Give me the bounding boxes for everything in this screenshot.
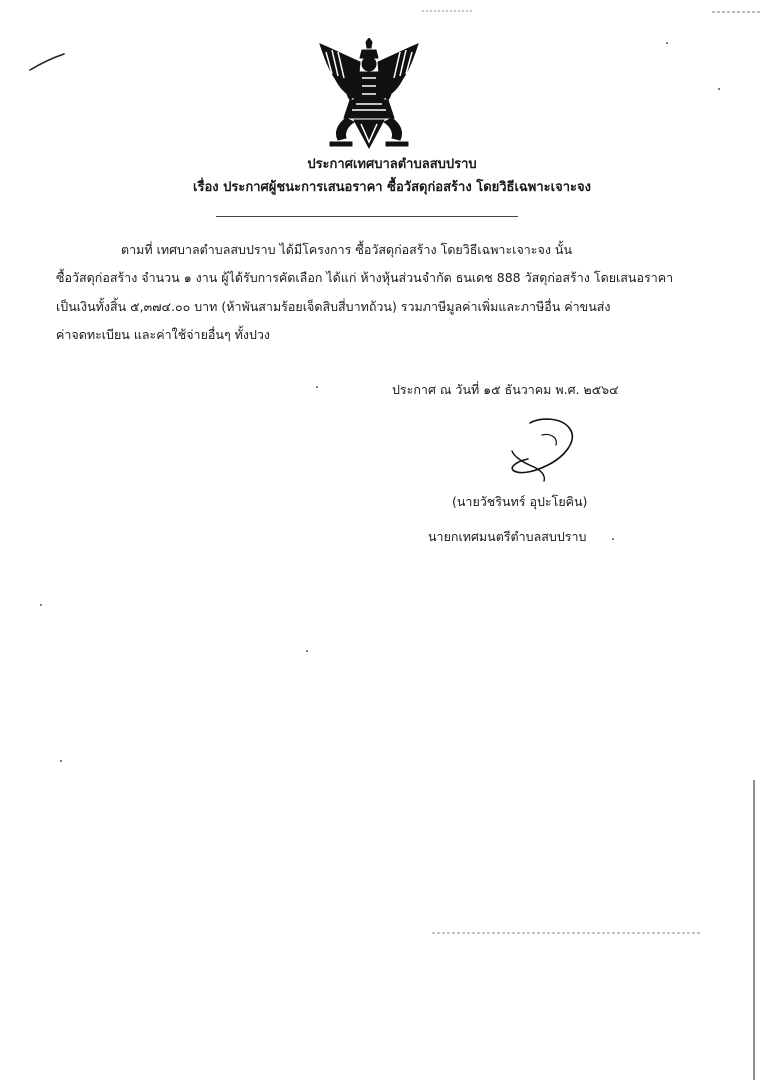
subject-heading: เรื่อง ประกาศผู้ชนะการเสนอราคา ซื้อวัสดุก่อสร้าง โดยวิธีเฉพาะเจาะจง — [193, 180, 591, 195]
scan-speck — [666, 42, 668, 44]
scan-speck — [612, 538, 614, 540]
announcement-date: ประกาศ ณ วันที่ ๑๕ ธันวาคม พ.ศ. ๒๕๖๔ — [392, 382, 619, 397]
garuda-emblem-icon — [316, 38, 422, 150]
body-line-3: เป็นเงินทั้งสิ้น ๕,๓๗๔.๐๐ บาท (ห้าพันสามร้อยเจ็ดสิบสี่บาทถ้วน) รวมภาษีมูลค่าเพิ่มและภาษีอื่น ค่าขนส่ง — [56, 299, 611, 314]
issuer-heading: ประกาศเทศบาลตำบลสบปราบ — [307, 157, 477, 172]
scan-artifact-right-edge — [748, 780, 758, 1080]
scan-speck — [306, 650, 308, 652]
body-line-2: ซื้อวัสดุก่อสร้าง จำนวน ๑ งาน ผู้ได้รับการคัดเลือก ได้แก่ ห้างหุ้นส่วนจำกัด ธนเดช 888 วัสดุก่อสร้าง โดยเสนอราคา — [56, 270, 674, 285]
handwritten-signature — [500, 415, 585, 487]
scan-artifact-stroke — [28, 52, 66, 74]
signatory-position: นายกเทศมนตรีตำบลสบปราบ — [428, 529, 587, 544]
scan-speck — [40, 604, 42, 606]
scan-artifact-bottom-line — [432, 930, 702, 936]
heading-divider — [216, 216, 518, 217]
body-line-4: ค่าจดทะเบียน และค่าใช้จ่ายอื่นๆ ทั้งปวง — [56, 327, 271, 342]
signatory-name: (นายวัชรินทร์ อุปะโยคิน) — [452, 494, 588, 509]
scan-speck — [60, 760, 62, 762]
body-line-1: ตามที่ เทศบาลตำบลสบปราบ ได้มีโครงการ ซื้อวัสดุก่อสร้าง โดยวิธีเฉพาะเจาะจง นั้น — [121, 242, 572, 257]
scan-speck — [718, 88, 720, 90]
scan-artifact-top-edge — [422, 8, 762, 16]
scan-speck — [316, 386, 318, 388]
